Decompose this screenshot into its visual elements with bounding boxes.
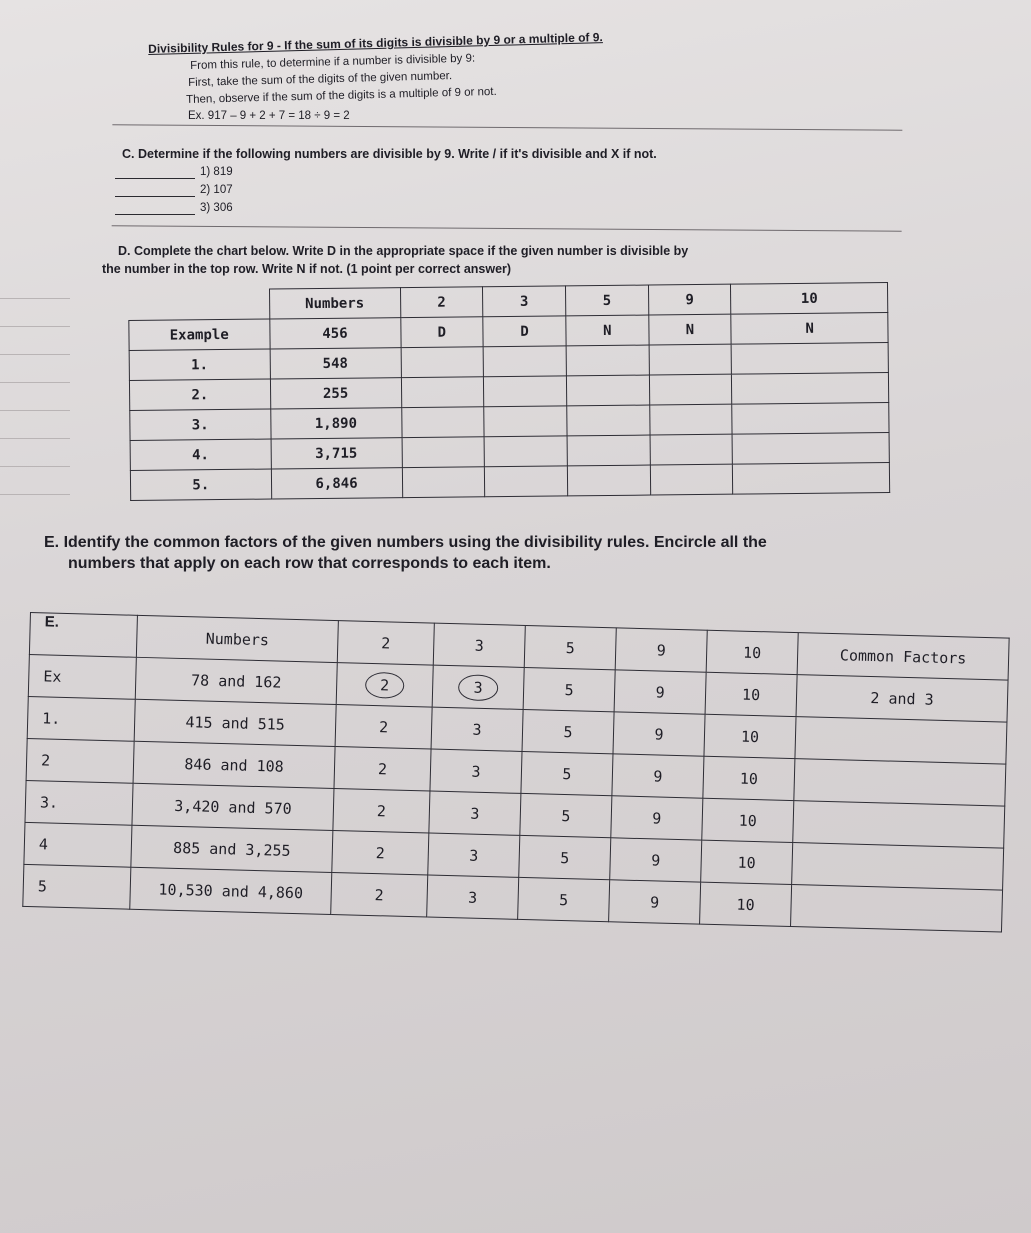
factor-option-2[interactable]: 2 [335,705,432,749]
row-label: 5 [23,864,131,909]
answer-cell[interactable] [567,405,650,436]
factor-option-3[interactable]: 3 [428,833,520,877]
answer-cell[interactable] [484,436,567,467]
column-header: 10 [706,630,798,674]
row-number: 6,846 [271,468,402,499]
answer-blank-3[interactable] [115,214,195,215]
part-e-table [22,612,1009,933]
answer-cell[interactable] [567,435,650,466]
answer-blank-2[interactable] [115,196,195,197]
factor-option-10[interactable]: 10 [702,798,794,842]
row-label: 3. [25,780,133,825]
column-header: Numbers [136,615,338,662]
factor-option-5[interactable]: 5 [523,667,615,711]
column-header: 9 [615,628,707,672]
factor-option-3[interactable]: 3 [430,749,522,793]
part-e-instruction-1: E. Identify the common factors of the given numbers using the divisibility rules. Encircle all the [44,534,767,551]
column-header: 5 [565,285,648,316]
row-label: 5. [130,469,271,500]
rule-example: Ex. 917 – 9 + 2 + 7 = 18 ÷ 9 = 2 [188,110,350,122]
column-header: 2 [400,287,483,318]
factor-option-5[interactable]: 5 [521,751,613,795]
column-header: 5 [524,625,616,669]
column-header: Numbers [269,288,400,319]
part-c-item-2: 2) 107 [200,184,233,196]
factor-option-3[interactable]: 3 [431,707,523,751]
factor-option-9[interactable]: 9 [611,796,703,840]
factor-option-2[interactable]: 2 [334,747,431,791]
factor-option-5[interactable]: 5 [518,877,610,921]
row-label: 1. [129,349,270,380]
part-d-instruction-1: D. Complete the chart below. Write D in the appropriate space if the given number is divisible by [118,244,689,258]
factor-option-2[interactable] [336,663,433,707]
factor-option-9[interactable]: 9 [609,880,701,924]
rule-line-2: First, take the sum of the digits of the given number. [188,70,453,89]
factor-option-10[interactable]: 10 [704,714,796,758]
answer-cell[interactable]: D [483,316,566,347]
factor-option-10[interactable]: 10 [701,840,793,884]
row-number: 255 [270,378,401,409]
factor-option-9[interactable]: 9 [610,838,702,882]
part-c-box [112,124,903,232]
answer-cell[interactable] [649,374,732,405]
answer-cell[interactable] [731,343,888,375]
row-label: 3. [130,409,271,440]
answer-cell[interactable] [650,434,733,465]
answer-cell[interactable]: D [400,317,483,348]
row-label: 2 [26,738,134,783]
circled-answer: 2 [365,671,405,698]
row-label: Example [129,319,270,350]
answer-cell[interactable] [485,466,568,497]
answer-cell[interactable] [650,464,733,495]
common-factors-cell[interactable] [791,885,1003,933]
row-number: 1,890 [270,408,401,439]
part-c-item-3: 3) 306 [200,202,233,214]
factor-option-10[interactable]: 10 [700,882,792,926]
answer-cell[interactable]: N [648,314,731,345]
row-label: 4. [130,439,271,470]
common-factors-cell[interactable]: 2 and 3 [796,675,1008,723]
row-numbers: 10,530 and 4,860 [130,867,332,914]
column-header: 3 [483,286,566,317]
circled-answer: 3 [458,674,498,701]
answer-cell[interactable] [484,376,567,407]
answer-cell[interactable]: N [566,315,649,346]
factor-option-9[interactable]: 9 [613,712,705,756]
rule-line-3: Then, observe if the sum of the digits is a multiple of 9 or not. [186,85,497,106]
row-label: 2. [129,379,270,410]
answer-cell[interactable] [401,377,484,408]
rule-line-1: From this rule, to determine if a number is divisible by 9: [190,52,476,72]
rule-title: Divisibility Rules for 9 - If the sum of its digits is divisible by 9 or a multiple of 9. [148,30,603,56]
common-factors-cell[interactable] [792,843,1004,891]
factor-option-3[interactable]: 3 [427,875,519,919]
row-numbers: 885 and 3,255 [131,825,333,872]
row-number: 3,715 [271,438,402,469]
answer-cell[interactable] [732,403,889,435]
answer-cell[interactable] [401,407,484,438]
answer-cell[interactable] [732,433,889,465]
answer-cell[interactable] [483,346,566,377]
part-c-instruction: C. Determine if the following numbers are divisible by 9. Write / if it's divisible and X if not. [122,147,657,161]
factor-option-2[interactable]: 2 [333,789,430,833]
common-factors-cell[interactable] [795,717,1007,765]
row-label: 4 [24,822,132,867]
factor-option-10[interactable]: 10 [705,672,797,716]
answer-cell[interactable] [401,347,484,378]
factor-option-5[interactable]: 5 [520,793,612,837]
column-header: 3 [433,623,525,667]
row-numbers: 78 and 162 [135,657,337,704]
factor-option-5[interactable]: 5 [519,835,611,879]
common-factors-cell[interactable] [793,801,1005,849]
part-e-instruction-2: numbers that apply on each row that corresponds to each item. [68,555,551,572]
column-header: 9 [648,284,731,315]
row-number: 456 [269,318,400,349]
answer-cell[interactable] [566,375,649,406]
answer-cell[interactable] [402,437,485,468]
row-numbers: 846 and 108 [133,741,335,788]
factor-option-3[interactable] [432,665,524,709]
factor-option-2[interactable]: 2 [331,872,428,916]
answer-cell[interactable] [733,463,890,495]
row-label: 1. [27,696,135,741]
part-d-table [128,282,890,501]
factor-option-2[interactable]: 2 [332,831,429,875]
row-label: Ex [28,654,136,699]
answer-cell[interactable] [649,344,732,375]
factor-option-3[interactable]: 3 [429,791,521,835]
row-numbers: 415 and 515 [134,699,336,746]
answer-cell[interactable] [732,373,889,405]
factor-option-9[interactable]: 9 [612,754,704,798]
factor-option-9[interactable]: 9 [614,670,706,714]
factor-option-10[interactable]: 10 [703,756,795,800]
row-numbers: 3,420 and 570 [132,783,334,830]
answer-cell[interactable] [484,406,567,437]
answer-blank-1[interactable] [115,178,195,179]
answer-cell[interactable] [649,404,732,435]
answer-cell[interactable] [567,465,650,496]
factor-option-5[interactable]: 5 [522,709,614,753]
answer-cell[interactable]: N [731,313,888,345]
column-header: 2 [337,621,434,665]
part-d-instruction-2: the number in the top row. Write N if not. (1 point per correct answer) [102,262,512,276]
row-number: 548 [270,348,401,379]
column-header: Common Factors [797,633,1009,681]
part-e-label: E. [29,613,137,658]
common-factors-cell[interactable] [794,759,1006,807]
part-c-item-1: 1) 819 [200,166,233,178]
column-header: 10 [731,283,888,315]
answer-cell[interactable] [566,345,649,376]
answer-cell[interactable] [402,467,485,498]
